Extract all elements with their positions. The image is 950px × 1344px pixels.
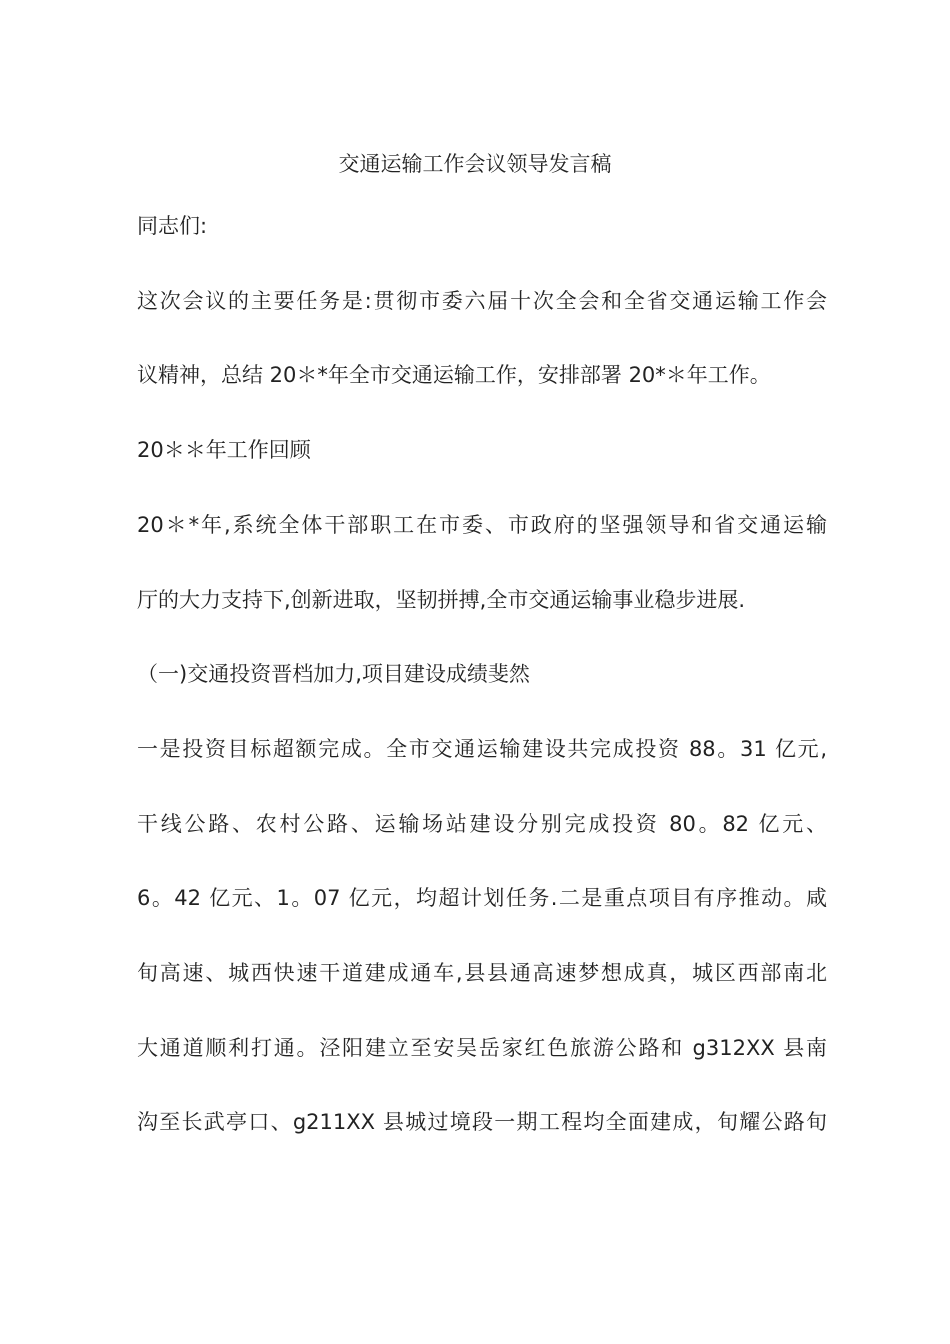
paragraph-line: 这次会议的主要任务是:贯彻市委六届十次全会和全省交通运输工作会	[137, 289, 827, 313]
subsection-heading: （一)交通投资晋档加力,项目建设成绩斐然	[137, 662, 530, 686]
section-heading: 20＊＊年工作回顾	[137, 438, 311, 462]
salutation-line: 同志们:	[137, 214, 208, 238]
document-title: 交通运输工作会议领导发言稿	[338, 152, 612, 176]
paragraph-line: 沟至长武亭口、g211XX 县城过境段一期工程均全面建成，旬耀公路旬	[137, 1110, 827, 1134]
paragraph-line: 干线公路、农村公路、运输场站建设分别完成投资 80。82 亿元、	[137, 812, 827, 836]
paragraph-line: 大通道顺利打通。泾阳建立至安吴岳家红色旅游公路和 g312XX 县南	[137, 1036, 827, 1060]
paragraph-line: 20＊*年,系统全体干部职工在市委、市政府的坚强领导和省交通运输	[137, 513, 827, 537]
paragraph-line: 议精神，总结 20＊*年全市交通运输工作，安排部署 20*＊年工作。	[137, 363, 771, 387]
paragraph-line: 一是投资目标超额完成。全市交通运输建设共完成投资 88。31 亿元,	[137, 737, 827, 761]
paragraph-line: 旬高速、城西快速干道建成通车,县县通高速梦想成真，城区西部南北	[137, 961, 827, 985]
paragraph-line: 6。42 亿元、1。07 亿元，均超计划任务.二是重点项目有序推动。咸	[137, 886, 827, 910]
paragraph-line: 厅的大力支持下,创新进取，坚韧拼搏,全市交通运输事业稳步进展.	[137, 588, 746, 612]
